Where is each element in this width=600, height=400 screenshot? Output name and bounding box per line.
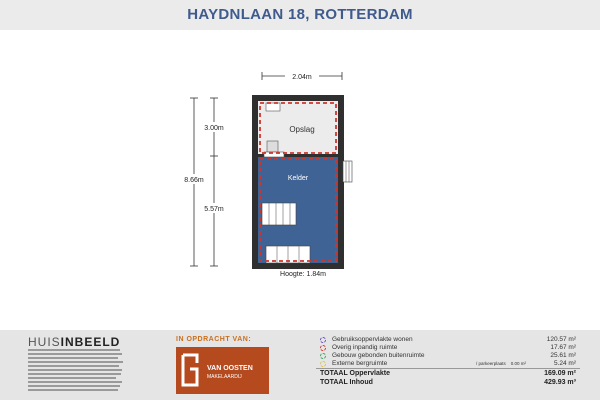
brand-prefix: HUIS [28,335,61,349]
legend-row [316,344,580,352]
total-area-label: TOTAAL Oppervlakte [320,370,391,377]
agency-mark-icon [180,351,200,389]
window [343,161,352,182]
total-volume-row [316,378,580,387]
agency-name: VAN OOSTEN [207,365,253,372]
legend-label: Gebruiksoppervlakte wonen [332,336,413,343]
footer [0,330,600,400]
height-note: Hoogte: 1.84m [280,271,326,278]
legend-swatch [320,353,326,359]
legend-row [316,360,580,368]
agency-logo [176,347,269,394]
brand-suffix: INBEELD [60,335,121,349]
legend-label: Gebouw gebonden buitenruimte [332,352,425,359]
total-area-row [316,368,580,378]
legend-swatch [320,345,326,351]
legend-sublabel: / parkeerplaats 0.00 m² [476,361,527,366]
lower-dimension-label: 5.57m [204,206,224,213]
width-dimension [262,71,342,81]
page-title: HAYDNLAAN 18, ROTTERDAM [187,6,413,23]
legend-label: Externe bergruimte [332,360,388,367]
boiler-fixture [266,103,280,111]
basement-room-label: Kelder [287,175,309,182]
floorplan [0,30,600,330]
total-volume-label: TOTAAL Inhoud [320,379,373,386]
total-dimension-label: 8.66m [184,177,204,184]
agency-subtitle: MAKELAARDIJ [207,374,242,380]
door-opening [264,152,284,157]
header-bar [0,0,600,30]
total-volume-value: 429.93 m³ [544,379,576,386]
legend-row [316,352,580,360]
legend-value: 25.61 m² [550,352,576,359]
staircase [262,203,296,225]
legend-row [316,336,580,344]
width-dimension-label: 2.04m [292,74,312,81]
disclaimer-text [28,349,124,393]
total-area-value: 169.09 m² [544,370,576,377]
legend-label: Overig inpandig ruimte [332,344,398,351]
legend-value: 17.67 m² [550,344,576,351]
storage-fixture [267,141,278,152]
legend-value: 120.57 m² [546,336,576,343]
upper-dimension-label: 3.00m [204,125,224,132]
legend-value: 5.24 m² [553,360,576,367]
floorplan-drawing [0,30,600,330]
commissioned-by-label: IN OPDRACHT VAN: [176,336,252,343]
brand-logo [28,335,120,349]
area-legend [316,336,580,387]
legend-swatch [320,361,326,367]
storage-room-label: Opslag [289,125,315,134]
legend-swatch [320,337,326,343]
